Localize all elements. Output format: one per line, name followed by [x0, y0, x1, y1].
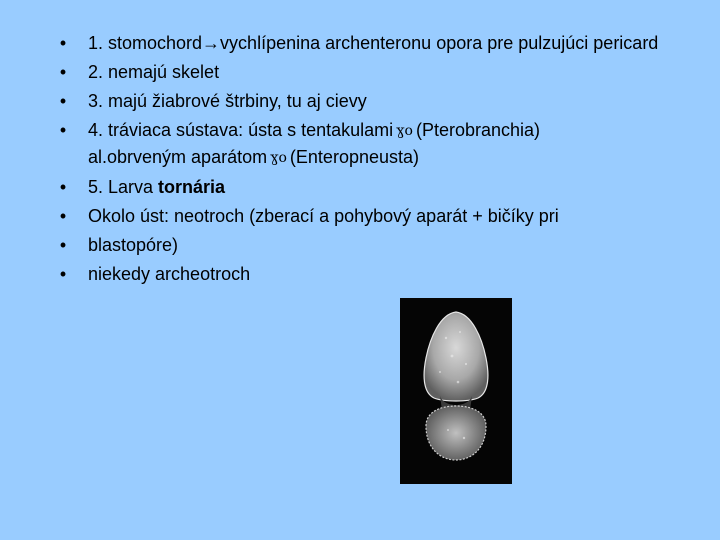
arrow-symbol-icon: ɣο — [396, 123, 413, 139]
bullet-dot: • — [59, 264, 67, 284]
arrow-symbol-icon: ɣο — [270, 150, 287, 166]
tornaria-larva-photo — [400, 298, 512, 484]
tornaria-larva-image — [400, 298, 512, 484]
bullet-item-1 — [56, 30, 696, 56]
bullet-dot: • — [59, 91, 67, 111]
bullet-text-line2-post: (Enteropneusta) — [289, 147, 419, 167]
bullet-dot: • — [59, 235, 67, 255]
bullet-text: blastopóre) — [88, 235, 179, 255]
bullet-text: niekedy archeotroch — [88, 264, 251, 284]
bullet-text-bold: tornária — [158, 177, 226, 197]
bullet-item-6 — [56, 203, 696, 229]
bullet-text: 1. stomochord→vychlípenina archenteronu opora pre pulzujúci pericard — [88, 33, 659, 53]
bullet-text: 2. nemajú skelet — [88, 62, 220, 82]
bullet-item-4 — [56, 117, 696, 171]
bullet-dot: • — [59, 33, 67, 53]
bullet-text: 3. majú žiabrové štrbiny, tu aj cievy — [88, 91, 367, 111]
bullet-item-7 — [56, 232, 696, 258]
bullet-text-line2-pre: al.obrveným aparátom — [88, 147, 268, 167]
bullet-dot: • — [59, 120, 67, 140]
bullet-text-line1-post: (Pterobranchia) — [415, 120, 541, 140]
bullet-list — [56, 30, 696, 290]
bullet-dot: • — [59, 62, 67, 82]
bullet-item-3 — [56, 88, 696, 114]
bullet-text-line1-pre: 4. tráviaca sústava: ústa s tentakulami — [88, 120, 394, 140]
bullet-text: 5. Larva — [88, 177, 159, 197]
bullet-item-5 — [56, 174, 696, 200]
bullet-text: Okolo úst: neotroch (zberací a pohybový aparát + bičíky pri — [88, 206, 559, 226]
bullet-item-2 — [56, 59, 696, 85]
bullet-dot: • — [59, 177, 67, 197]
bullet-dot: • — [59, 206, 67, 226]
bullet-item-8 — [56, 261, 696, 287]
